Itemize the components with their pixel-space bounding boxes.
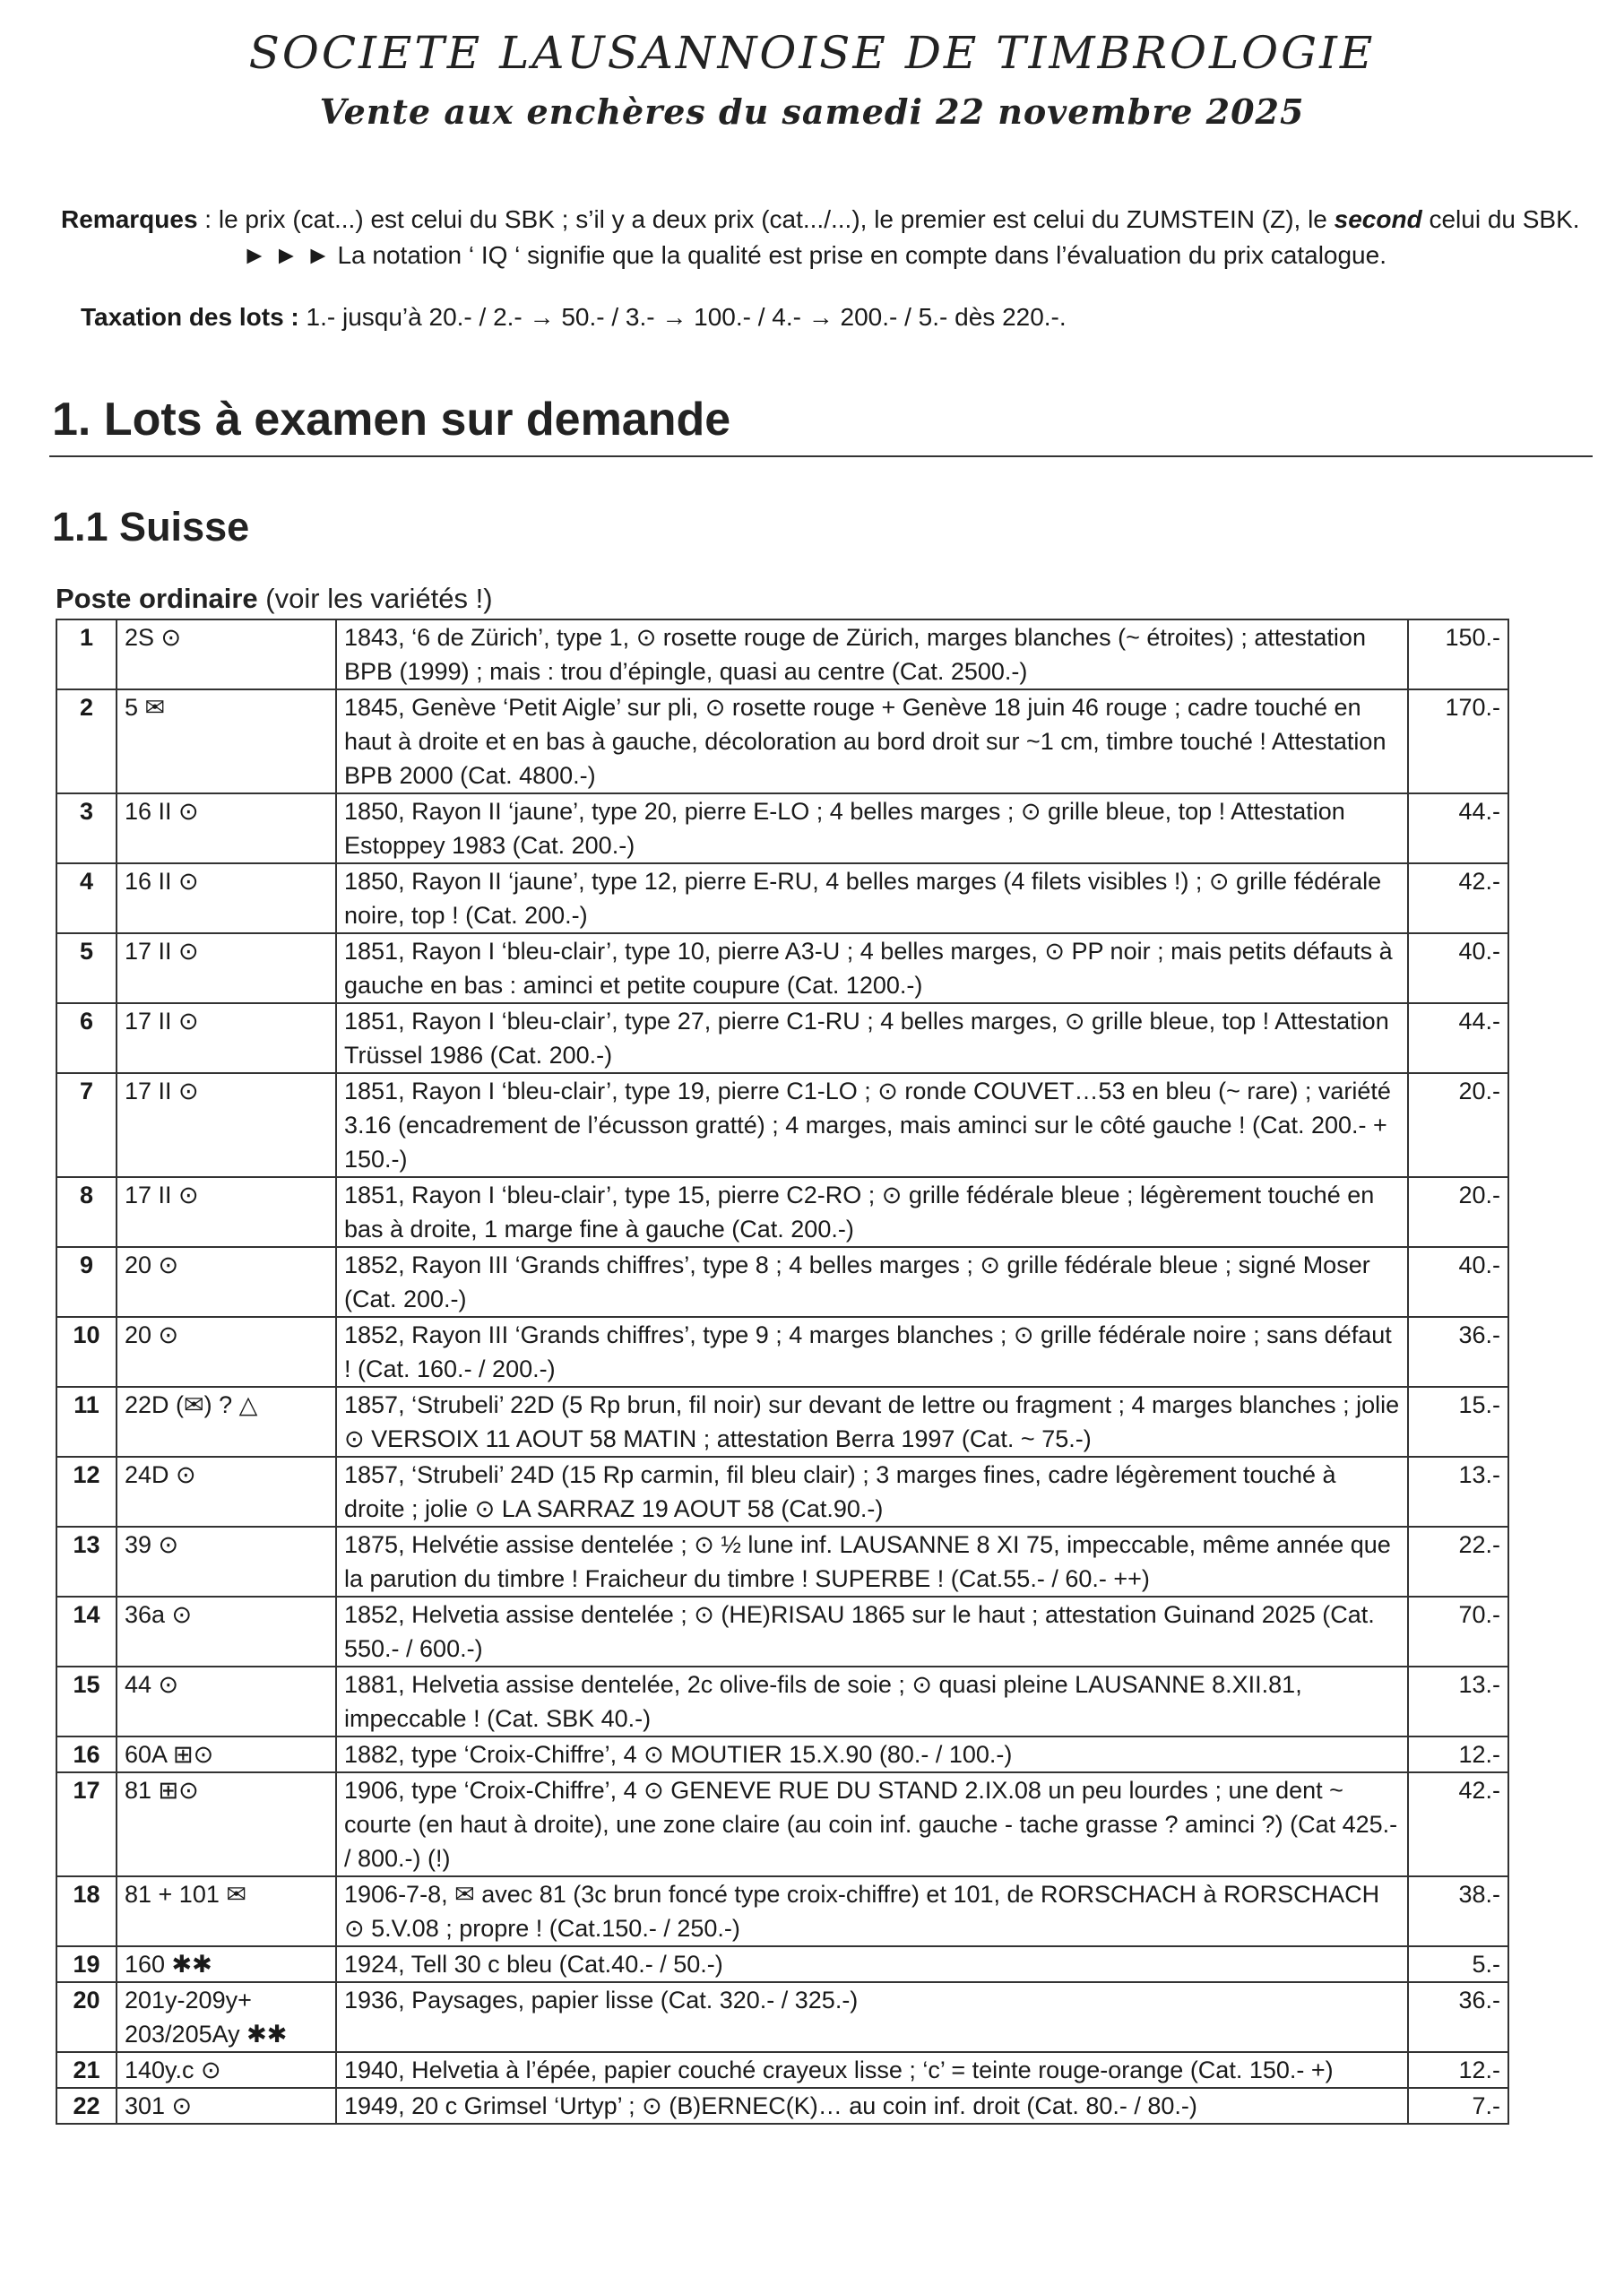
lot-catalogue: 5 ✉ xyxy=(117,689,336,793)
table-row xyxy=(56,689,1508,793)
lot-catalogue: 160 ✱✱ xyxy=(117,1946,336,1982)
lot-catalogue: 44 ⊙ xyxy=(117,1667,336,1736)
lot-number: 22 xyxy=(56,2088,117,2124)
category-label: Poste ordinaire xyxy=(56,583,258,614)
lot-description: 1936, Paysages, papier lisse (Cat. 320.- / 325.-) xyxy=(336,1982,1408,2052)
lot-number: 12 xyxy=(56,1457,117,1527)
lot-number: 17 xyxy=(56,1772,117,1876)
category-note: (voir les variétés !) xyxy=(257,583,493,614)
lot-price: 40.- xyxy=(1408,933,1508,1003)
category-heading xyxy=(56,583,493,615)
table-row xyxy=(56,863,1508,933)
table-row xyxy=(56,1073,1508,1177)
section-divider xyxy=(49,455,1593,457)
table-row xyxy=(56,1387,1508,1457)
lot-price: 40.- xyxy=(1408,1247,1508,1317)
lot-price: 5.- xyxy=(1408,1946,1508,1982)
lot-price: 42.- xyxy=(1408,863,1508,933)
lot-number: 19 xyxy=(56,1946,117,1982)
lot-number: 13 xyxy=(56,1527,117,1597)
lot-description: 1906, type ‘Croix-Chiffre’, 4 ⊙ GENEVE RUE DU STAND 2.IX.08 un peu lourdes ; une dent ~ courte (en haut à droite), une zone claire (au coin inf. gauche - tache grasse ? aminci ?) (Cat 425.- / 800.-) (!) xyxy=(336,1772,1408,1876)
lot-description: 1851, Rayon I ‘bleu-clair’, type 10, pierre A3-U ; 4 belles marges, ⊙ PP noir ; mais petits défauts à gauche en bas : aminci et petite coupure (Cat. 1200.-) xyxy=(336,933,1408,1003)
lot-catalogue: 16 II ⊙ xyxy=(117,863,336,933)
lot-description: 1940, Helvetia à l’épée, papier couché crayeux lisse ; ‘c’ = teinte rouge-orange (Cat. 150.- +) xyxy=(336,2052,1408,2088)
lot-description: 1850, Rayon II ‘jaune’, type 12, pierre E-RU, 4 belles marges (4 filets visibles !) ; ⊙ grille fédérale noire, top ! (Cat. 200.-) xyxy=(336,863,1408,933)
lot-number: 2 xyxy=(56,689,117,793)
lot-description: 1845, Genève ‘Petit Aigle’ sur pli, ⊙ rosette rouge + Genève 18 juin 46 rouge ; cadre touché en haut à droite et en bas à gauche, décoloration au bord droit sur ~1 cm, timbre touché ! Attestation BPB 2000 (Cat. 4800.-) xyxy=(336,689,1408,793)
lot-number: 4 xyxy=(56,863,117,933)
lot-number: 8 xyxy=(56,1177,117,1247)
lot-price: 13.- xyxy=(1408,1457,1508,1527)
lot-catalogue: 36a ⊙ xyxy=(117,1597,336,1667)
table-row xyxy=(56,793,1508,863)
lot-price: 20.- xyxy=(1408,1073,1508,1177)
table-row xyxy=(56,1772,1508,1876)
table-row xyxy=(56,1247,1508,1317)
lot-price: 12.- xyxy=(1408,2052,1508,2088)
lot-catalogue: 39 ⊙ xyxy=(117,1527,336,1597)
lots-table xyxy=(56,619,1509,2125)
table-row xyxy=(56,1003,1508,1073)
lot-price: 38.- xyxy=(1408,1876,1508,1946)
lot-price: 36.- xyxy=(1408,1982,1508,2052)
lot-price: 36.- xyxy=(1408,1317,1508,1387)
lot-price: 12.- xyxy=(1408,1736,1508,1772)
lot-description: 1924, Tell 30 c bleu (Cat.40.- / 50.-) xyxy=(336,1946,1408,1982)
lot-description: 1843, ‘6 de Zürich’, type 1, ⊙ rosette rouge de Zürich, marges blanches (~ étroites) ; attestation BPB (1999) ; mais : trou d’épingle, quasi au centre (Cat. 2500.-) xyxy=(336,619,1408,689)
table-row xyxy=(56,1177,1508,1247)
lot-catalogue: 301 ⊙ xyxy=(117,2088,336,2124)
lot-catalogue: 81 ⊞⊙ xyxy=(117,1772,336,1876)
lot-catalogue: 17 II ⊙ xyxy=(117,1073,336,1177)
lot-price: 42.- xyxy=(1408,1772,1508,1876)
lot-price: 70.- xyxy=(1408,1597,1508,1667)
lot-description: 1852, Rayon III ‘Grands chiffres’, type 9 ; 4 marges blanches ; ⊙ grille fédérale noire ; sans défaut ! (Cat. 160.- / 200.-) xyxy=(336,1317,1408,1387)
remarks-label: Remarques xyxy=(61,205,198,233)
lot-price: 13.- xyxy=(1408,1667,1508,1736)
lot-number: 21 xyxy=(56,2052,117,2088)
lot-catalogue: 140y.c ⊙ xyxy=(117,2052,336,2088)
table-row xyxy=(56,1527,1508,1597)
table-row xyxy=(56,933,1508,1003)
lot-description: 1949, 20 c Grimsel ‘Urtyp’ ; ⊙ (B)ERNEC(K)… au coin inf. droit (Cat. 80.- / 80.-) xyxy=(336,2088,1408,2124)
lot-price: 7.- xyxy=(1408,2088,1508,2124)
lot-description: 1875, Helvétie assise dentelée ; ⊙ ½ lune inf. LAUSANNE 8 XI 75, impeccable, même année que la parution du timbre ! Fraicheur du timbre ! SUPERBE ! (Cat.55.- / 60.- ++) xyxy=(336,1527,1408,1597)
taxation-label: Taxation des lots : xyxy=(81,303,299,331)
lot-catalogue: 22D (✉) ? △ xyxy=(117,1387,336,1457)
lot-number: 18 xyxy=(56,1876,117,1946)
taxation-text: 1.- jusqu’à 20.- / 2.- → 50.- / 3.- → 100.- / 4.- → 200.- / 5.- dès 220.-. xyxy=(298,303,1067,331)
lot-number: 1 xyxy=(56,619,117,689)
lot-number: 15 xyxy=(56,1667,117,1736)
remarks-emphasis: second xyxy=(1334,205,1422,233)
lot-description: 1857, ‘Strubeli’ 24D (15 Rp carmin, fil bleu clair) ; 3 marges fines, cadre légèrement touché à droite ; jolie ⊙ LA SARRAZ 19 AOUT 58 (Cat.90.-) xyxy=(336,1457,1408,1527)
lot-number: 5 xyxy=(56,933,117,1003)
lot-price: 170.- xyxy=(1408,689,1508,793)
lot-catalogue: 24D ⊙ xyxy=(117,1457,336,1527)
lot-catalogue: 60A ⊞⊙ xyxy=(117,1736,336,1772)
lot-number: 10 xyxy=(56,1317,117,1387)
table-row xyxy=(56,2088,1508,2124)
lot-description: 1852, Rayon III ‘Grands chiffres’, type 8 ; 4 belles marges ; ⊙ grille fédérale bleue ; signé Moser (Cat. 200.-) xyxy=(336,1247,1408,1317)
lot-number: 3 xyxy=(56,793,117,863)
lot-description: 1851, Rayon I ‘bleu-clair’, type 19, pierre C1-LO ; ⊙ ronde COUVET…53 en bleu (~ rare) ; variété 3.16 (encadrement de l’écusson gratté) ; 4 marges, mais aminci sur le côté gauche ! (Cat. 200.- + 150.-) xyxy=(336,1073,1408,1177)
lot-description: 1906-7-8, ✉ avec 81 (3c brun foncé type croix-chiffre) et 101, de RORSCHACH à RORSCHACH ⊙ 5.V.08 ; propre ! (Cat.150.- / 250.-) xyxy=(336,1876,1408,1946)
lot-catalogue: 20 ⊙ xyxy=(117,1247,336,1317)
page-subtitle: Vente aux enchères du samedi 22 novembre 2025 xyxy=(319,91,1305,132)
lot-number: 11 xyxy=(56,1387,117,1457)
taxation xyxy=(81,303,1604,332)
page-title: SOCIETE LAUSANNOISE DE TIMBROLOGIE xyxy=(248,27,1376,79)
lot-catalogue: 81 + 101 ✉ xyxy=(117,1876,336,1946)
lot-catalogue: 17 II ⊙ xyxy=(117,1003,336,1073)
lot-description: 1852, Helvetia assise dentelée ; ⊙ (HE)RISAU 1865 sur le haut ; attestation Guinand 2025 (Cat. 550.- / 600.-) xyxy=(336,1597,1408,1667)
lot-catalogue: 20 ⊙ xyxy=(117,1317,336,1387)
lot-price: 150.- xyxy=(1408,619,1508,689)
lot-description: 1857, ‘Strubeli’ 22D (5 Rp brun, fil noir) sur devant de lettre ou fragment ; 4 marges blanches ; jolie ⊙ VERSOIX 11 AOUT 58 MATIN ; attestation Berra 1997 (Cat. ~ 75.-) xyxy=(336,1387,1408,1457)
lot-number: 7 xyxy=(56,1073,117,1177)
remarks-line-2: ► ► ► La notation ‘ IQ ‘ signifie que la qualité est prise en compte dans l’évaluation du prix catalogue. xyxy=(242,241,1386,269)
remarks-text-end: celui du SBK. xyxy=(1421,205,1580,233)
lot-catalogue: 17 II ⊙ xyxy=(117,1177,336,1247)
table-row xyxy=(56,1876,1508,1946)
table-row xyxy=(56,2052,1508,2088)
lot-description: 1850, Rayon II ‘jaune’, type 20, pierre E-LO ; 4 belles marges ; ⊙ grille bleue, top ! Attestation Estoppey 1983 (Cat. 200.-) xyxy=(336,793,1408,863)
lot-description: 1851, Rayon I ‘bleu-clair’, type 15, pierre C2-RO ; ⊙ grille fédérale bleue ; légèrement touché en bas à droite, 1 marge fine à gauche (Cat. 200.-) xyxy=(336,1177,1408,1247)
lot-price: 44.- xyxy=(1408,1003,1508,1073)
lot-number: 14 xyxy=(56,1597,117,1667)
lot-catalogue: 17 II ⊙ xyxy=(117,933,336,1003)
table-row xyxy=(56,1667,1508,1736)
lot-price: 15.- xyxy=(1408,1387,1508,1457)
table-row xyxy=(56,1317,1508,1387)
lot-price: 20.- xyxy=(1408,1177,1508,1247)
lot-description: 1851, Rayon I ‘bleu-clair’, type 27, pierre C1-RU ; 4 belles marges, ⊙ grille bleue, top ! Attestation Trüssel 1986 (Cat. 200.-) xyxy=(336,1003,1408,1073)
remarks xyxy=(61,202,1602,273)
lot-number: 20 xyxy=(56,1982,117,2052)
lot-price: 44.- xyxy=(1408,793,1508,863)
table-row xyxy=(56,1736,1508,1772)
lot-catalogue: 201y-209y+ 203/205Ay ✱✱ xyxy=(117,1982,336,2052)
remarks-line-1 xyxy=(61,202,1602,238)
lot-number: 9 xyxy=(56,1247,117,1317)
lot-catalogue: 2S ⊙ xyxy=(117,619,336,689)
table-row xyxy=(56,1982,1508,2052)
table-row xyxy=(56,1457,1508,1527)
lot-description: 1881, Helvetia assise dentelée, 2c olive-fils de soie ; ⊙ quasi pleine LAUSANNE 8.XII.81, impeccable ! (Cat. SBK 40.-) xyxy=(336,1667,1408,1736)
table-row xyxy=(56,1597,1508,1667)
lots-table-body xyxy=(56,619,1508,2124)
lot-number: 6 xyxy=(56,1003,117,1073)
lot-number: 16 xyxy=(56,1736,117,1772)
subsection-heading: 1.1 Suisse xyxy=(52,504,250,550)
remarks-text: : le prix (cat...) est celui du SBK ; s’il y a deux prix (cat.../...), le premier est celui du ZUMSTEIN (Z), le xyxy=(197,205,1335,233)
lot-description: 1882, type ‘Croix-Chiffre’, 4 ⊙ MOUTIER 15.X.90 (80.- / 100.-) xyxy=(336,1736,1408,1772)
table-row xyxy=(56,619,1508,689)
lot-catalogue: 16 II ⊙ xyxy=(117,793,336,863)
section-heading: 1. Lots à examen sur demande xyxy=(52,394,731,446)
table-row xyxy=(56,1946,1508,1982)
lot-price: 22.- xyxy=(1408,1527,1508,1597)
